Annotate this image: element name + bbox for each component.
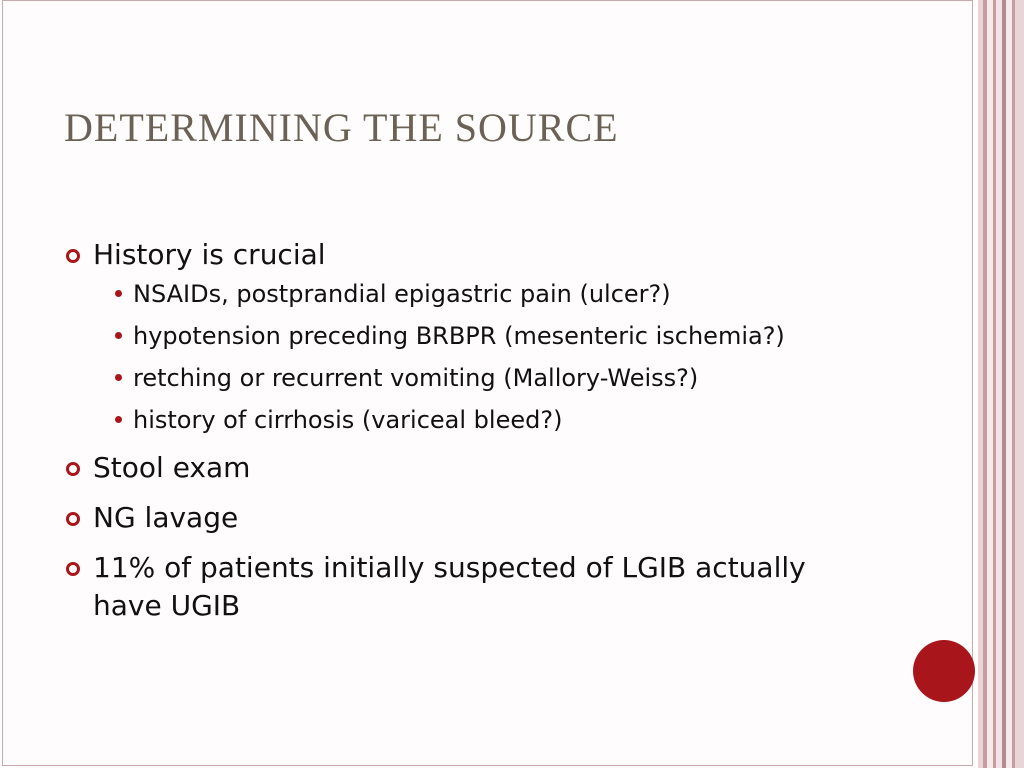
bullet-item (66, 236, 826, 437)
sub-bullet-text: history of cirrhosis (variceal bleed?) (133, 406, 563, 434)
sub-bullet-item (93, 362, 826, 395)
sub-bullet-item (93, 320, 826, 353)
slide-title: DETERMINING THE SOURCE (64, 105, 619, 150)
sub-bullet-list (93, 278, 826, 437)
sub-bullet-text: NSAIDs, postprandial epigastric pain (ulcer?) (133, 280, 671, 308)
bullet-text: 11% of patients initially suspected of LGIB actually have UGIB (93, 551, 806, 622)
bullet-text: History is crucial (93, 238, 326, 271)
sub-bullet-item (93, 278, 826, 311)
ring-bullet-icon (66, 462, 80, 476)
bullet-text: Stool exam (93, 451, 251, 484)
decor-stripe (1015, 0, 1024, 768)
bullet-item (66, 449, 826, 487)
bullet-list (66, 236, 826, 637)
red-circle-decoration (913, 640, 975, 702)
sub-bullet-text: retching or recurrent vomiting (Mallory-Weiss?) (133, 364, 699, 392)
dot-bullet-icon (115, 416, 122, 423)
sub-bullet-item (93, 404, 826, 437)
bullet-item (66, 499, 826, 537)
dot-bullet-icon (115, 332, 122, 339)
dot-bullet-icon (115, 290, 122, 297)
dot-bullet-icon (115, 374, 122, 381)
bullet-item (66, 549, 826, 625)
ring-bullet-icon (66, 512, 80, 526)
ring-bullet-icon (66, 562, 80, 576)
bullet-text: NG lavage (93, 501, 239, 534)
sub-bullet-text: hypotension preceding BRBPR (mesenteric ischemia?) (133, 322, 785, 350)
ring-bullet-icon (66, 249, 80, 263)
